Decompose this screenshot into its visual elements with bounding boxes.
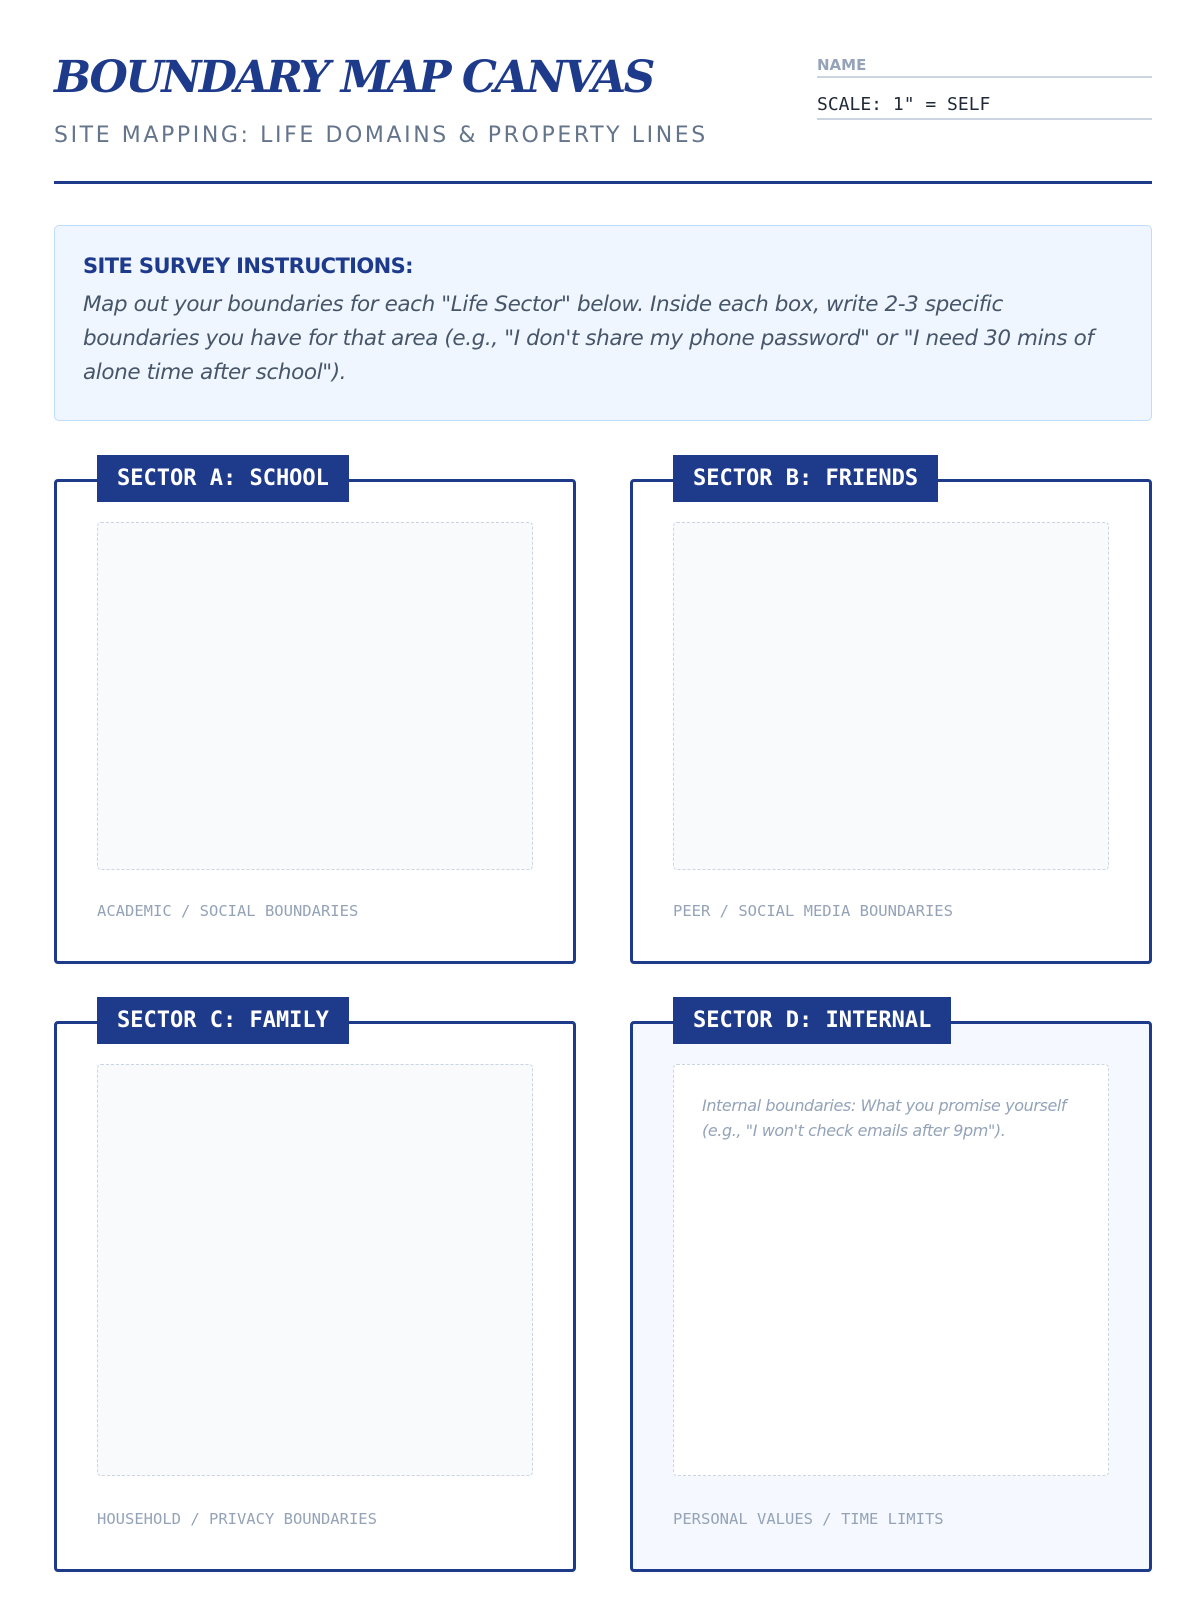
writing-area[interactable] <box>97 522 533 870</box>
instructions-body: Map out your boundaries for each "Life Sector" below. Inside each box, write 2-3 specific boundaries you have for that area (e.g., "I don't share my phone password" or "I need 30 mins of alone time after school"). <box>83 292 1094 385</box>
sector-title: SECTOR D: INTERNAL <box>673 997 951 1044</box>
writing-area[interactable] <box>97 1064 533 1476</box>
sector-title: SECTOR B: FRIENDS <box>673 455 938 502</box>
sector-family <box>54 1008 576 1572</box>
name-label: NAME <box>817 56 867 74</box>
sector-title: SECTOR A: SCHOOL <box>97 455 349 502</box>
scale-field <box>817 78 1152 120</box>
scale-text: SCALE: 1" = SELF <box>817 94 991 115</box>
sector-caption: PERSONAL VALUES / TIME LIMITS <box>673 1510 944 1528</box>
writing-hint: Internal boundaries: What you promise yourself (e.g., "I won't check emails after 9pm"). <box>702 1096 1067 1140</box>
sector-caption: HOUSEHOLD / PRIVACY BOUNDARIES <box>97 1510 377 1528</box>
worksheet-page <box>54 0 1152 1600</box>
name-field[interactable] <box>817 52 1152 78</box>
instructions-heading: SITE SURVEY INSTRUCTIONS: <box>83 254 413 278</box>
writing-area[interactable] <box>673 1064 1109 1476</box>
sector-title: SECTOR C: FAMILY <box>97 997 349 1044</box>
page-subtitle: SITE MAPPING: LIFE DOMAINS & PROPERTY LINES <box>54 123 708 148</box>
sector-caption: ACADEMIC / SOCIAL BOUNDARIES <box>97 902 359 920</box>
sector-caption: PEER / SOCIAL MEDIA BOUNDARIES <box>673 902 953 920</box>
sector-internal <box>630 1008 1152 1572</box>
page-header <box>54 0 1152 184</box>
sector-friends <box>630 466 1152 964</box>
instructions-box <box>54 225 1152 421</box>
sector-school <box>54 466 576 964</box>
writing-area[interactable] <box>673 522 1109 870</box>
meta-fields <box>817 52 1152 120</box>
page-title: BOUNDARY MAP CANVAS <box>54 52 653 103</box>
